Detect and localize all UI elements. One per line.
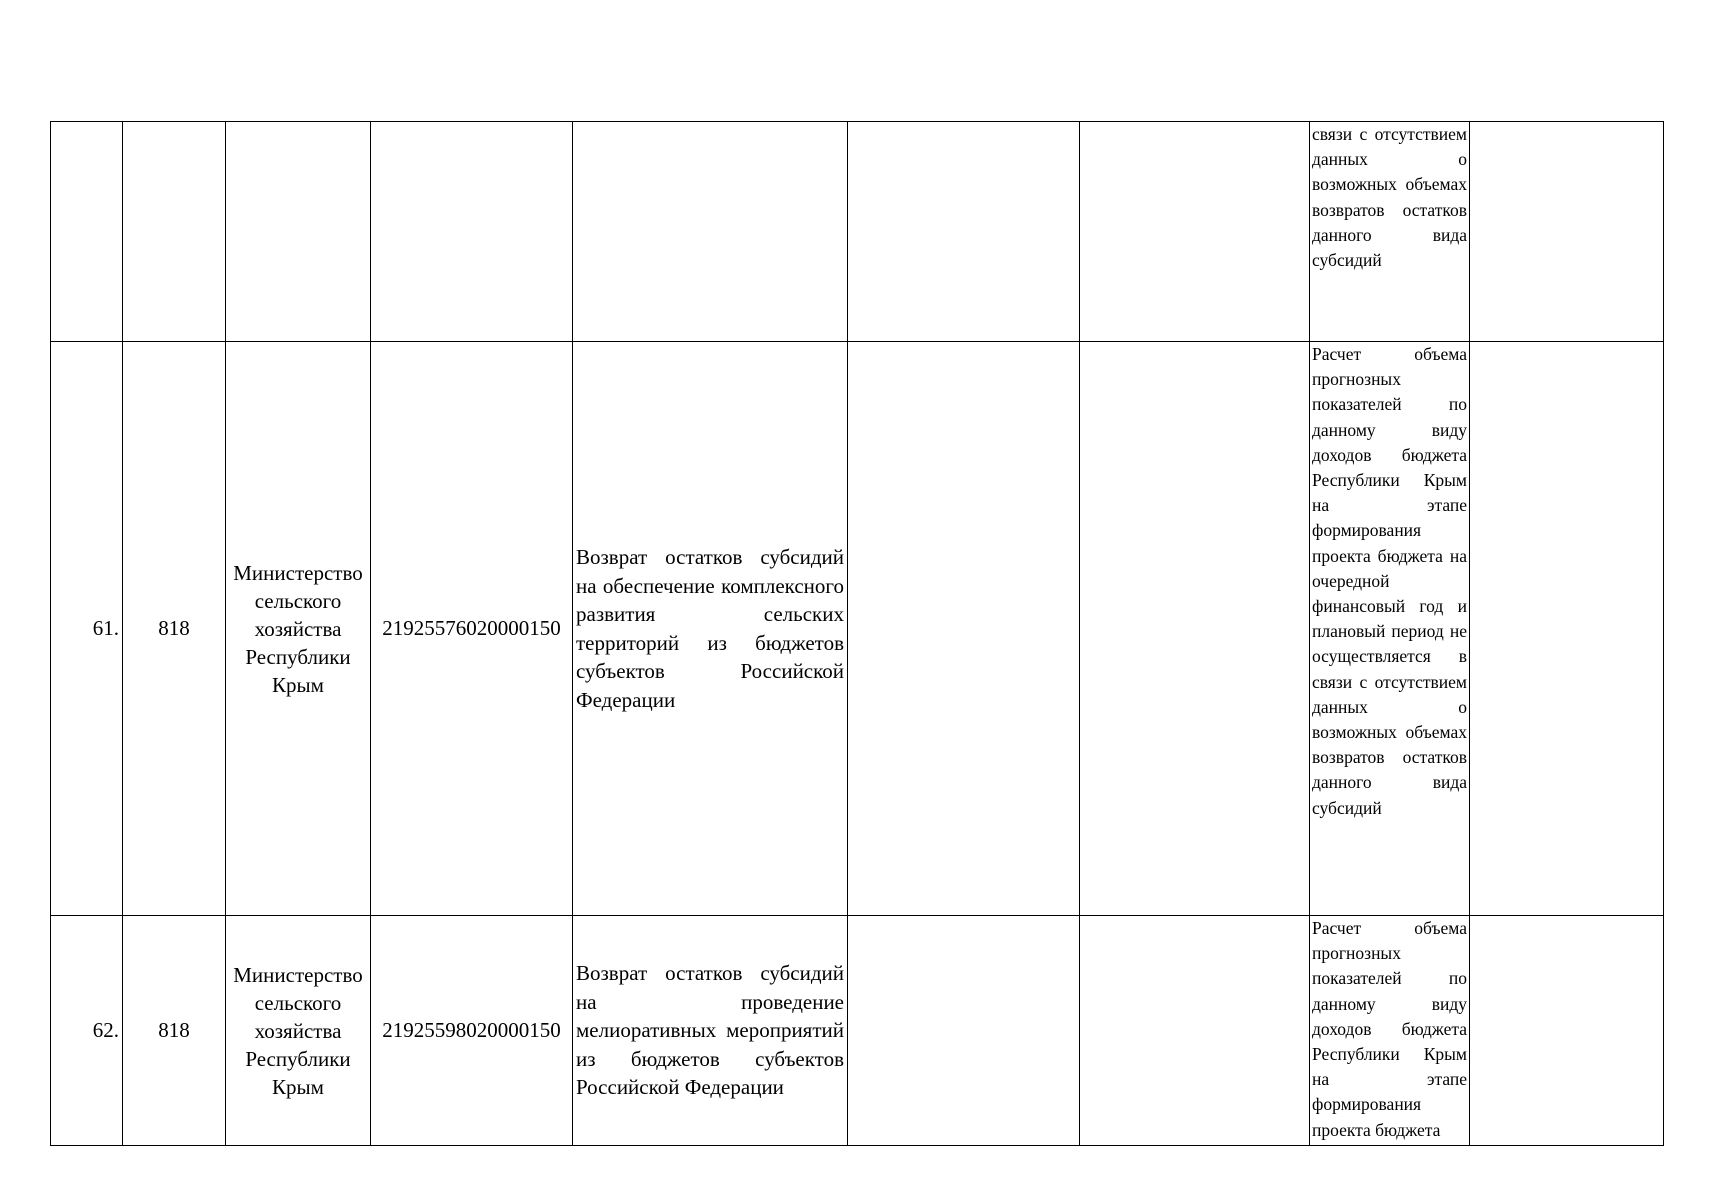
organization-cell: Министерство сельского хозяйства Республики Крым [226, 916, 371, 1146]
calculation-method-cell: связи с отсутствием данных о возможных объемах возвратов остатков данного вида субсидий [1310, 122, 1470, 342]
revenue-forecast-table [50, 121, 1664, 1146]
organization-cell: Министерство сельского хозяйства Республики Крым [226, 342, 371, 916]
admin-code-cell: 818 [123, 342, 226, 916]
kbk-code-cell [371, 122, 573, 342]
table-row [51, 342, 1664, 916]
kbk-code-cell: 21925576020000150 [371, 342, 573, 916]
revenue-name-cell: Возврат остатков субсидий на обеспечение комплексного развития сельских территорий из бюджетов субъектов Российской Федерации [573, 342, 848, 916]
empty-cell [1080, 342, 1310, 916]
table-row [51, 122, 1664, 342]
empty-cell [1080, 916, 1310, 1146]
empty-cell [1470, 122, 1664, 342]
empty-cell [848, 122, 1080, 342]
table-row [51, 916, 1664, 1146]
admin-code-cell [123, 122, 226, 342]
row-number-cell [51, 122, 123, 342]
row-number-cell: 62. [51, 916, 123, 1146]
row-number-cell: 61. [51, 342, 123, 916]
empty-cell [1470, 342, 1664, 916]
revenue-name-cell: Возврат остатков субсидий на проведение мелиоративных мероприятий из бюджетов субъектов Российской Федерации [573, 916, 848, 1146]
admin-code-cell: 818 [123, 916, 226, 1146]
calculation-method-cell: Расчет объема прогнозных показателей по данному виду доходов бюджета Республики Крым на этапе формирования проекта бюджета на очередной финансовый год и плановый период не осуществляется в связи с отсутствием данных о возможных объемах возвратов остатков данного вида субсидий [1310, 342, 1470, 916]
empty-cell [1080, 122, 1310, 342]
organization-cell [226, 122, 371, 342]
calculation-method-cell: Расчет объема прогнозных показателей по данному виду доходов бюджета Республики Крым на этапе формирования проекта бюджета [1310, 916, 1470, 1146]
empty-cell [1470, 916, 1664, 1146]
kbk-code-cell: 21925598020000150 [371, 916, 573, 1146]
empty-cell [848, 342, 1080, 916]
revenue-name-cell [573, 122, 848, 342]
empty-cell [848, 916, 1080, 1146]
